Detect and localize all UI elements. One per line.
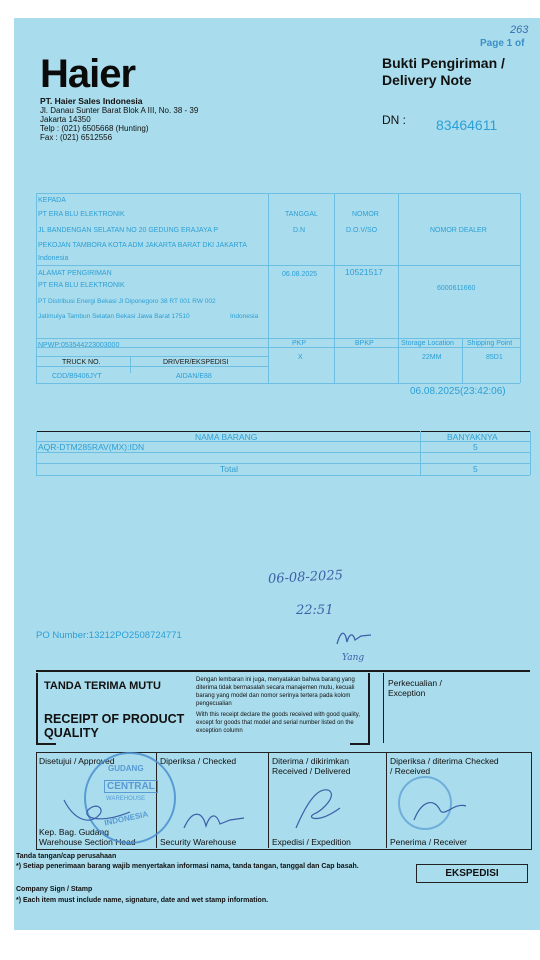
storage-location-value: 22MM xyxy=(422,354,442,361)
exception-label: Perkecualian / Exception xyxy=(388,678,442,698)
total-qty: 5 xyxy=(473,464,478,474)
dealer-value: 6000611660 xyxy=(437,285,476,292)
alamat-country: Indonesia xyxy=(230,313,259,320)
dn-number: 83464611 xyxy=(436,117,498,133)
expedition-label: Expedisi / Expedition xyxy=(272,837,351,847)
alamat-label: ALAMAT PENGIRIMAN xyxy=(38,270,112,277)
nomor-label: NOMOR xyxy=(352,211,379,218)
alamat-name: PT ERA BLU ELEKTRONIK xyxy=(38,282,125,289)
alamat-address-1: PT Distribusi Energi Bekasi Jl Diponegoro 38 RT 001 RW 002 xyxy=(38,298,216,305)
driver-label: DRIVER/EKSPEDISI xyxy=(163,359,229,366)
receipt-title-line2: QUALITY xyxy=(44,726,99,740)
alamat-address-2: Jatimulya Tambun Selatan Bekasi Jawa Barat 17510 xyxy=(38,313,190,320)
ekspedisi-label: EKSPEDISI xyxy=(445,868,499,879)
receiver-signature-icon xyxy=(410,790,470,830)
checked-label: Diperiksa / Checked xyxy=(160,756,237,766)
col-header-quantity: BANYAKNYA xyxy=(447,432,498,442)
title-english: Delivery Note xyxy=(382,72,472,88)
warehouse-head-label-en: Warehouse Section Head xyxy=(39,837,136,847)
sign-title-en: Company Sign / Stamp xyxy=(16,886,93,893)
ekspedisi-box xyxy=(416,864,528,883)
company-info xyxy=(40,97,198,142)
haier-logo: Haier xyxy=(40,52,136,96)
stamp-text-3: WAREHOUSE xyxy=(106,796,146,802)
footer-note-id: *) Setiap penerimaan barang wajib menyertakan informasi nama, tanda tangan, tanggal dan Cap basah. xyxy=(16,863,359,870)
handwritten-name: Yang xyxy=(342,653,365,663)
receipt-text-indonesian: Dengan lembaran ini juga, menyatakan bahwa barang yang diterima tidak bermasalah secara manajemen mutu, kecuali barang yang model dan nomor serinya tertera pada kolom pengecualian xyxy=(196,677,355,707)
stamp-text-4: INDONESIA xyxy=(103,809,149,828)
shipping-point-value: 85D1 xyxy=(486,354,503,361)
footer-note-en: *) Each item must include name, signature, date and wet stamp information. xyxy=(16,897,269,904)
storage-location-label: Storage Location xyxy=(401,340,454,347)
print-timestamp: 06.08.2025(23:42:06) xyxy=(410,386,506,397)
checked-signature-icon xyxy=(180,800,250,840)
receipt-title-indonesian: TANDA TERIMA MUTU xyxy=(44,680,161,692)
kepada-address-2: PEKOJAN TAMBORA KOTA ADM JAKARTA BARAT DKI JAKARTA xyxy=(38,242,247,249)
kepada-name: PT ERA BLU ELEKTRONIK xyxy=(38,211,125,218)
handwritten-signature-icon xyxy=(335,626,375,656)
corner-number: 263 xyxy=(510,24,529,36)
approved-signature-icon xyxy=(60,790,140,830)
receipt-title-line1: RECEIPT OF PRODUCT xyxy=(44,712,185,726)
tanggal-value: 06.08.2025 xyxy=(282,271,318,278)
item-row-name: AQR-DTM285RAV(MX):IDN xyxy=(38,442,145,452)
company-address1: Jl. Danau Sunter Barat Blok A III, No. 38 - 39 xyxy=(40,106,199,115)
company-name: PT. Haier Sales Indonesia xyxy=(40,96,143,106)
kepada-country: Indonesia xyxy=(38,255,69,262)
title-indonesian: Bukti Pengiriman / xyxy=(382,55,505,71)
handwritten-date: 06-08-2025 xyxy=(267,568,344,587)
total-label: Total xyxy=(220,464,238,474)
stamp-text-2: CENTRAL xyxy=(104,780,158,793)
pkp-value: X xyxy=(298,354,303,361)
handwritten-time: 22:51 xyxy=(296,603,334,618)
company-address2: Jakarta 14350 xyxy=(40,115,91,124)
stamp-text-1: GUDANG xyxy=(108,764,144,773)
expedition-signature-icon xyxy=(288,780,348,835)
receipt-text-english: With this receipt declare the goods received with good quality, except for goods that model and serial number listed on the exception column xyxy=(196,712,360,734)
npwp: NPWP:053544223003000 xyxy=(38,342,120,349)
document-title xyxy=(382,55,505,89)
tanggal-sub: D.N xyxy=(293,227,306,234)
receipt-title-english xyxy=(44,712,184,740)
kepada-label: KEPADA xyxy=(38,197,66,204)
bpkp-label: BPKP xyxy=(355,340,374,347)
kepada-address-1: JL BANDENGAN SELATAN NO 20 GEDUNG ERAJAYA P xyxy=(38,227,219,234)
truck-label: TRUCK NO. xyxy=(62,359,101,366)
tanggal-label: TANGGAL xyxy=(285,211,318,218)
approved-label: Disetujui / Approved xyxy=(39,756,115,766)
col-header-item-name: NAMA BARANG xyxy=(195,432,258,442)
shipping-point-label: Shipping Point xyxy=(467,340,513,347)
page-indicator: Page 1 of xyxy=(480,38,525,49)
warehouse-head-label-id: Kep. Bag. Gudang xyxy=(39,827,109,837)
security-warehouse-label: Security Warehouse xyxy=(160,837,237,847)
checked-received-label: Diperiksa / diterima Checked / Received xyxy=(390,756,499,776)
driver-value: AIDAN/E88 xyxy=(176,373,212,380)
sign-title-id: Tanda tangan/cap perusahaan xyxy=(16,853,117,860)
received-delivered-label: Diterima / dikirimkan Received / Delivered xyxy=(272,756,351,776)
po-number: PO Number:13212PO2508724771 xyxy=(36,630,182,641)
dealer-label: NOMOR DEALER xyxy=(430,227,487,234)
item-row-qty: 5 xyxy=(473,442,478,452)
pkp-label: PKP xyxy=(292,340,307,347)
receiver-label: Penerima / Receiver xyxy=(390,837,468,847)
nomor-sub: D.O.V/SO xyxy=(346,227,378,234)
company-telp: Telp : (021) 6505668 (Hunting) xyxy=(40,124,149,133)
dn-label: DN : xyxy=(382,113,406,127)
company-fax: Fax : (021) 6512556 xyxy=(40,133,113,142)
nomor-value: 10521517 xyxy=(345,267,383,277)
truck-value: CDD/B9406JYT xyxy=(52,373,102,380)
